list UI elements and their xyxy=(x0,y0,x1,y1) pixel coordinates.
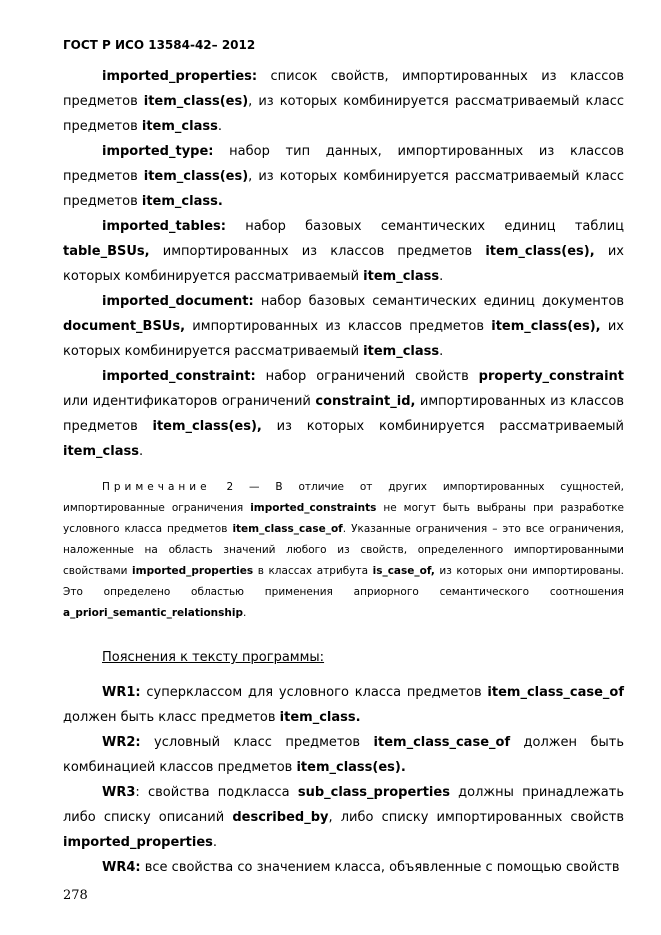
rule-label: WR4: xyxy=(102,860,141,875)
rule-wr1: WR1: суперклассом для условного класса предметов item_class_case_of должен быть класс предметов item_class. xyxy=(63,685,624,725)
explanations-heading: Пояснения к тексту программы: xyxy=(102,650,325,665)
rule-wr3: WR3: свойства подкласса sub_class_properties должны принадлежать либо списку описаний described_by, либо списку импортированных свойств imported_properties. xyxy=(63,785,625,850)
note-label: Примечание xyxy=(102,481,211,493)
term: imported_constraint: xyxy=(102,369,256,384)
rule-label: WR2: xyxy=(102,735,141,750)
rule-wr4: WR4: все свойства со значением класса, объявленные с помощью свойств xyxy=(102,860,620,875)
definition-imported-document: imported_document: набор базовых семантических единиц документов document_BSUs, импортированных из классов предметов item_class(es), их которых комбинируется рассматриваемый item_class. xyxy=(63,294,624,359)
rule-label: WR1: xyxy=(102,685,141,700)
definition-imported-constraint: imported_constraint: набор ограничений свойств property_constraint или идентификаторов ограничений constraint_id, импортированных из классов предметов item_class(es), из которых комбинируется рассматриваемый item_class. xyxy=(63,369,624,459)
definition-imported-type: imported_type: набор тип данных, импортированных из классов предметов item_class(es), из которых комбинируется рассматриваемый класс предметов item_class. xyxy=(63,144,624,209)
term: imported_document: xyxy=(102,294,254,309)
note-number: 2 xyxy=(226,481,234,493)
rule-wr2: WR2: условный класс предметов item_class_case_of должен быть комбинацией классов предметов item_class(es). xyxy=(63,735,624,775)
document-header: ГОСТ Р ИСО 13584-42– 2012 xyxy=(63,38,256,52)
definition-imported-properties: imported_properties: список свойств, импортированных из классов предметов item_class(es), из которых комбинируется рассматриваемый класс предметов item_class. xyxy=(63,69,624,134)
note-2: Примечание 2 — В отличие от других импортированных сущностей, импортированные ограничения imported_constraints не могут быть выбраны при разработке условного класса предметов item_class_case_of. Указанные ограничения – это все ограничения, наложенные на область значений любого из свойств, определенного импортированными свойствами imported_properties в классах атрибута is_case_of, из которых они импортированы. Это определено областью применения априорного семантического соотношения a_priori_semantic_relationship. xyxy=(63,481,625,619)
term: imported_type: xyxy=(102,144,214,159)
rule-label: WR3 xyxy=(102,785,136,800)
term: imported_properties: xyxy=(102,69,258,84)
document-body xyxy=(63,64,624,880)
page-number: 278 xyxy=(63,888,88,903)
definition-imported-tables: imported_tables: набор базовых семантических единиц таблиц table_BSUs, импортированных из классов предметов item_class(es), их которых комбинируется рассматриваемый item_class. xyxy=(63,219,624,284)
term: imported_tables: xyxy=(102,219,226,234)
